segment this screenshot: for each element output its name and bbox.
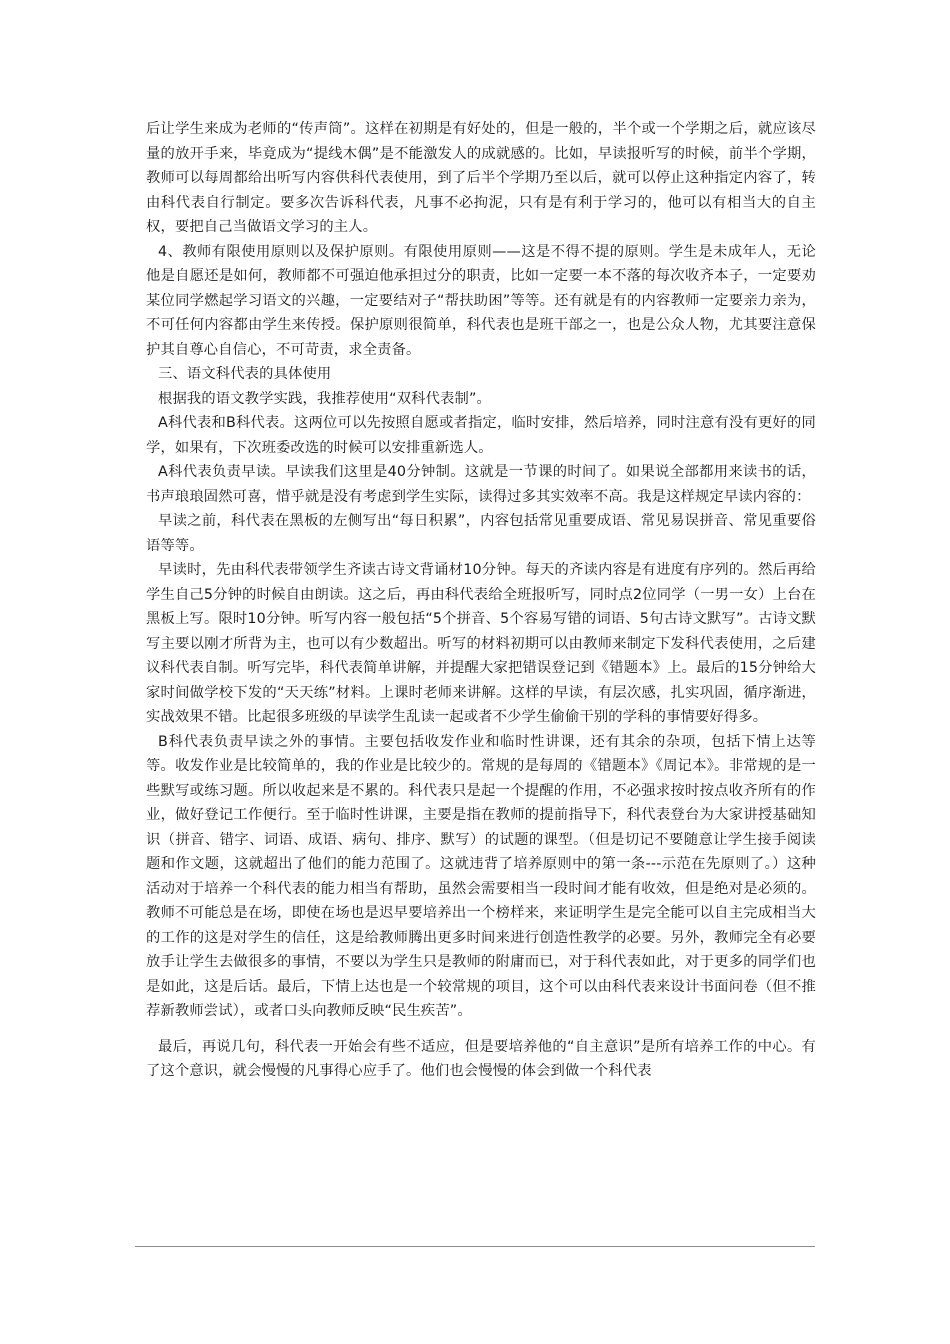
paragraph-b-representative: B科代表负责早读之外的事情。主要包括收发作业和临时性讲课，还有其余的杂项，包括下情上达等等。收发作业是比较简单的，我的作业是比较少的。常规的是每周的《错题本》《周记本》。非常规的是一些默写或练习题。所以收起来是不累的。科代表只是起一个提醒的作用，不必强求按时按点收齐所有的作业，做好登记工作便行。至于临时性讲课，主要是指在教师的提前指导下，科代表登台为大家讲授基础知识（拼音、错字、词语、成语、病句、排序、默写）的试题的课型。（但是切记不要随意让学生接手阅读题和作文题，这就超出了他们的能力范围了。这就违背了培养原则中的第一条---示范在先原则了。）这种活动对于培养一个科代表的能力相当有帮助，虽然会需要相当一段时间才能有收效，但是绝对是必须的。教师不可能总是在场，即使在场也是迟早要培养出一个榜样来，来证明学生是完全能可以自主完成相当大的工作的这是对学生的信任，这是给教师腾出更多时间来进行创造性教学的必要。另外，教师完全有必要放手让学生去做很多的事情，不要以为学生只是教师的附庸而已，对于科代表如此，对于更多的同学们也是如此，这是后话。最后，下情上达也是一个较常规的项目，这个可以由科代表来设计书面问卷（但不推荐新教师尝试），或者口头向教师反映“民生疾苦”。 bbox=[146, 733, 816, 1019]
paragraph-during-reading: 早读时，先由科代表带领学生齐读古诗文背诵材10分钟。每天的齐读内容是有进度有序列的。然后再给学生自己5分钟的时候自由朗读。这之后，再由科代表给全班报听写，同时点2位同学（一男一女）上台在黑板上写。限时10分钟。听写内容一般包括“5个拼音、5个容易写错的词语、5句古诗文默写”。古诗文默写主要以刚才所背为主，也可以有少数超出。听写的材料初期可以由教师来制定下发科代表使用，之后建议科代表自制。听写完毕，科代表简单讲解，并提醒大家把错误登记到《错题本》上。最后的15分钟给大家时间做学校下发的“天天练”材料。上课时老师来讲解。这样的早读，有层次感，扎实巩固，循序渐进，实战效果不错。比起很多班级的早读学生乱读一起或者不少学生偷偷干别的学科的事情要好得多。 bbox=[146, 562, 816, 725]
paragraph-continuation: 后让学生来成为老师的“传声筒”。这样在初期是有好处的，但是一般的，半个或一个学期之后，就应该尽量的放开手来，毕竟成为“提线木偶”是不能激发人的成就感的。比如，早读报听写的时候，前半个学期，教师可以每周都给出听写内容供科代表使用，到了后半个学期乃至以后，就可以停止这种指定内容了，转由科代表自行制定。要多次告诉科代表，凡事不必拘泥，只有是有利于学习的，他可以有相当大的自主权，要把自己当做语文学习的主人。 bbox=[146, 121, 816, 235]
paragraph-before-reading: 早读之前，科代表在黑板的左侧写出“每日积累”，内容包括常见重要成语、常见易误拼音、常见重要俗语等等。 bbox=[146, 513, 816, 554]
paragraph-ab-representatives: A科代表和B科代表。这两位可以先按照自愿或者指定，临时安排，然后培养，同时注意有没有更好的同学，如果有，下次班委改选的时候可以安排重新选人。 bbox=[146, 415, 816, 456]
footer-divider bbox=[135, 1246, 815, 1247]
section-heading: 三、语文科代表的具体使用 bbox=[158, 366, 332, 382]
document-body bbox=[146, 117, 816, 1084]
paragraph-conclusion: 最后，再说几句，科代表一开始会有些不适应，但是要培养他的“自主意识”是所有培养工作的中心。有了这个意识，就会慢慢的凡事得心应手了。他们也会慢慢的体会到做一个科代表 bbox=[146, 1038, 816, 1079]
paragraph-a-morning-reading: A科代表负责早读。早读我们这里是40分钟制。这就是一节课的时间了。如果说全部都用来读书的话，书声琅琅固然可喜，惜乎就是没有考虑到学生实际，读得过多其实效率不高。我是这样规定早读内容的： bbox=[146, 464, 816, 505]
paragraph-principle-4: 4、教师有限使用原则以及保护原则。有限使用原则——这是不得不提的原则。学生是未成年人，无论他是自愿还是如何，教师都不可强迫他承担过分的职责，比如一定要一本不落的每次收齐本子，一定要劝某位同学燃起学习语文的兴趣，一定要结对子“帮扶助困”等等。还有就是有的内容教师一定要亲力亲为，不可任何内容都由学生来传授。保护原则很简单，科代表也是班干部之一，也是公众人物，尤其要注意保护其自尊心自信心，不可苛责，求全责备。 bbox=[146, 243, 816, 358]
paragraph-recommendation: 根据我的语文教学实践，我推荐使用“双科代表制”。 bbox=[158, 390, 491, 407]
